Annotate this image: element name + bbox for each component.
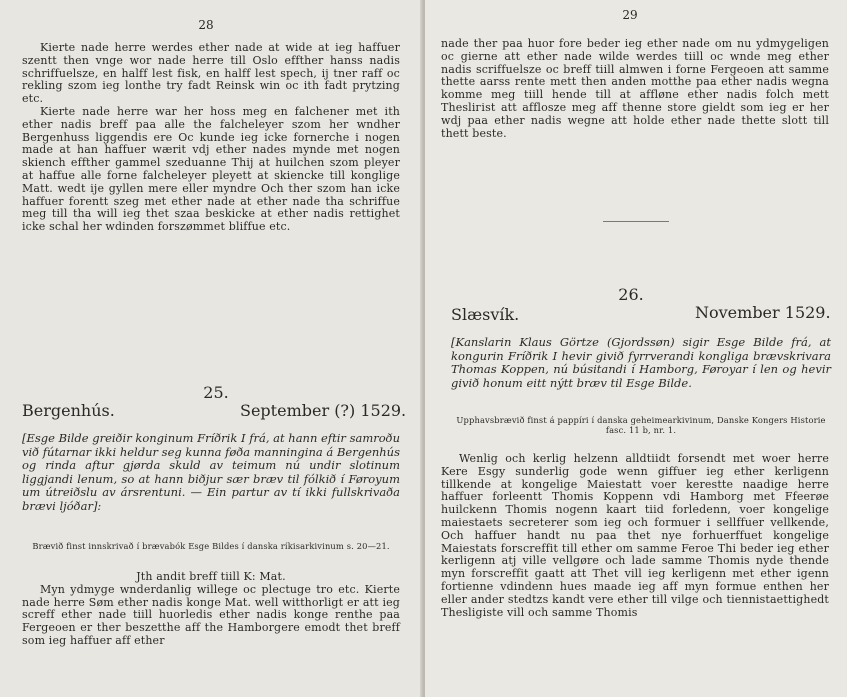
entry-place: Slæsvík. [451,305,520,324]
source-note: Brævið finst innskrivað í brævabók Esge Bildes í danska ríkisarkivinum s. 20—21. [32,541,390,551]
entry-number: 25. [203,383,229,402]
paragraph: Wenlig och kerlig helzenn alldtiidt forsendt met woer herre Kere Esgy sunderlig gode wenn giffuer ieg ether kerligenn tillkende at kongelige Maiestatt voer kerestte naadige herre haffuer forleentt Thomis Koppenn vdi Hamborg met Ffeerøe huilckenn Thomis nogenn kaart tiid forledenn, voer kongelige maiestaets secreterer som ieg och formuer i sellffuer vellkende, Och haffuer handt nu paa thet nye forhuerffuet kongelige Maiestats forscreffit till ether om samme Feroe Thi beder ieg ether kerligenn atj ville vellgøre och lade samme Thomis nyde thende myn forscreffit gaatt att Thet vill ieg kerligenn met ether igenn fortienne vdindenn hues maade ieg aff myn formue enthen her eller ander stedtzs kandt vere ether till vilge och tiennistaettighedt Thesligiste vill och samme Thomis [441,452,829,619]
entry-date: September (?) 1529. [240,401,407,420]
left-page [0,0,422,697]
entry-place: Bergenhús. [22,401,115,420]
paragraph: Kierte nade herre war her hoss meg en falchener met ith ether nadis breff paa alle the falcheleyer szom her wndher Bergenhuss liggendis ere Oc kunde ieg icke fornerche i nogen made at han haffuer wærit vdj ether nades mynde met nogen skiench effther gammel szeduanne Thij at huilchen szom pleyer at haffue alle forne falcheleyer pleyett at skiencke till konglige Matt. wedt ije gyllen mere eller myndre Och ther szom han icke haffuer forentt szeg met ether nade at ether nade tha schriffue meg till tha will ieg thet szaa beskicke at ether nadis rettighet icke schal her wdinden forszømmet bliffue etc. [22,104,400,234]
left-bottom-text [22,571,400,648]
letter-heading: Jth andit breff tiill K: Mat. [136,570,286,583]
right-top-text [441,38,829,140]
paragraph: Myn ydmyge wnderdanlig willege oc plectuge tro etc. Kierte nade herre Søm ether nadis konge Mat. well witthorligt er att ieg screff ether nade tiill huorledis ether nadis konge renthe paa Fergeoen er ther beszetthe aff the Hamborgere emodt thet breff som ieg haffuer aff ether [22,582,400,647]
paragraph: nade ther paa huor fore beder ieg ether nade om nu ydmygeligen oc gierne att ether nade wilde werdes tiill oc wnde meg ether nadis scriffuelsze oc breff tiill almwen i forne Fergeoen att samme thette aarss rente mett then anden motthe paa ether nadis wegna komme meg tiill hende till at affløne ether nadis folch mett Theslігist att afflosze meg aff thenne store gieldt som ieg er her wdj paa ether nadis wegne att holde ether nade thette slott till thett beste. [441,37,829,140]
paragraph: Kierte nade herre werdes ether nade at wide at ieg haffuer szentt then vnge wor nade herre till Oslo effther hanss nadis schriffuelsze, en halff lest fisk, en halff lest spech, ij tner raff oc rekling szom ieg lonthe try fadt Reinsk win oc ith fadt prytzing etc. [22,41,400,106]
page-number-right: 29 [622,8,638,22]
entry-summary: [Esge Bilde greiðir konginum Fríðrik I frá, at hann eftir samroðu við fútarnar ikki heldur seg kunna føða manningina á Bergenhús og rinda aftur gjørda skuld av teimum nú undir slotinum liggjandi lenum, so at hann biðjur sær bræv til fólkið í Føroyum um útreiðslu av ársrentuni. — Ein partur av tí ikki fullskrivaða brævi ljóðar]: [22,431,400,513]
entry-summary: [Kanslarin Klaus Görtze (Gjordssøn) sigir Esge Bilde frá, at kongurin Fríðrik I hevir givið fyrrverandi kongliga brævskrivara Thomas Koppen, nú búsitandi í Hamborg, Føroyar í len og hevir givið honum eitt nýtt bræv til Esge Bilde. [451,335,831,390]
right-bottom-text [441,453,829,619]
entry-number: 26. [618,285,644,304]
page-number-left: 28 [198,18,214,32]
entry-date: November 1529. [695,303,831,322]
section-divider [603,221,669,222]
right-page [425,0,847,697]
left-top-text [22,42,400,234]
source-note: Upphavsbrævið finst á pappíri í danska geheimearkivinum, Danske Kongers Historie fasc. 11 b, nr. 1. [456,415,826,435]
